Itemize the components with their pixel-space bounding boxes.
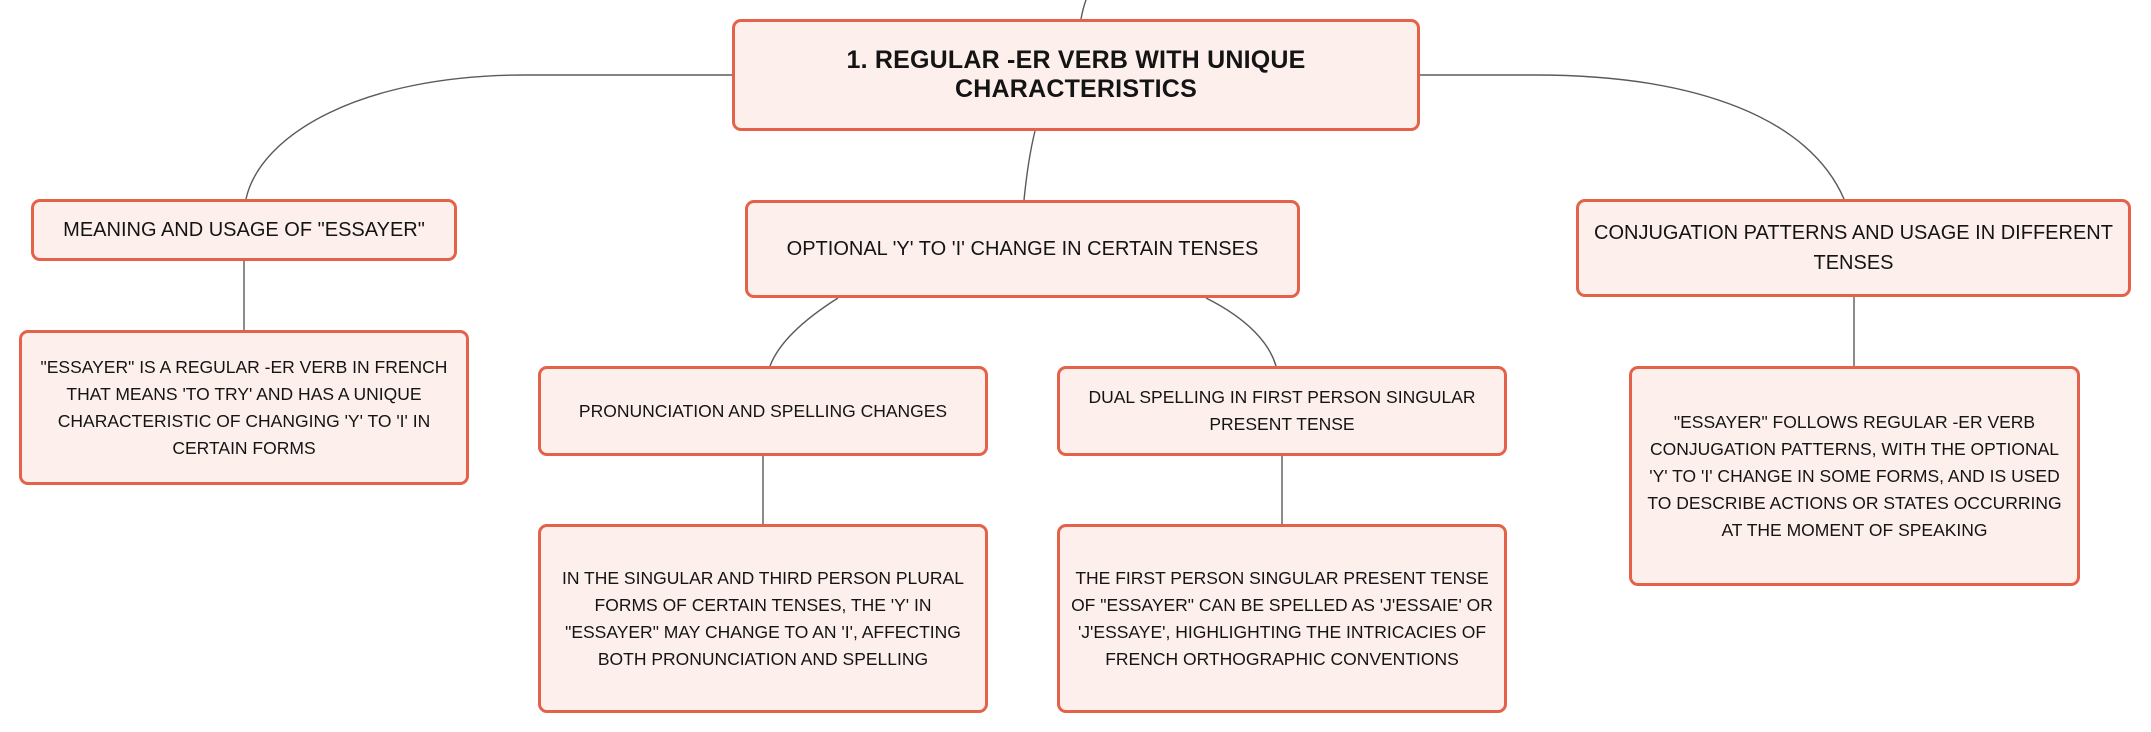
connector-optional-to-dual — [1206, 298, 1276, 366]
topic-optional-label: OPTIONAL 'Y' TO 'I' CHANGE IN CERTAIN TENSES — [786, 238, 1259, 260]
detail-meaning-text: "ESSAYER" IS A REGULAR -ER VERB IN FRENCH THAT MEANS 'TO TRY' AND HAS A UNIQUE CHARACTERISTIC OF CHANGING 'Y' TO 'I' IN CERTAIN FORMS — [40, 356, 448, 458]
detail-meaning-and-usage[interactable] — [19, 330, 469, 485]
detail-conjugation-patterns[interactable] — [1629, 366, 2080, 586]
topic-conjugation-patterns[interactable] — [1576, 199, 2131, 297]
detail-pronunciation-and-spelling[interactable] — [538, 524, 988, 713]
connector-root-to-meaning — [246, 75, 732, 199]
subtopic-pronunciation-label: PRONUNCIATION AND SPELLING CHANGES — [578, 400, 948, 421]
topic-optional-y-to-i-change[interactable] — [745, 200, 1300, 298]
connector-optional-to-pronunciation — [770, 298, 838, 366]
topic-conjugation-label: CONJUGATION PATTERNS AND USAGE IN DIFFERENT TENSES — [1594, 222, 2113, 274]
detail-pronunciation-text: IN THE SINGULAR AND THIRD PERSON PLURAL FORMS OF CERTAIN TENSES, THE 'Y' IN "ESSAYER" MAY CHANGE TO AN 'I', AFFECTING BOTH PRONUNCIATION AND SPELLING — [562, 567, 964, 669]
topic-meaning-and-usage[interactable] — [31, 199, 457, 261]
topic-meaning-label: MEANING AND USAGE OF "ESSAYER" — [63, 219, 425, 241]
subtopic-dual-spelling-label: DUAL SPELLING IN FIRST PERSON SINGULAR PRESENT TENSE — [1088, 387, 1476, 434]
connector-parent-to-root — [1081, 0, 1086, 19]
connector-root-to-optional — [1024, 131, 1035, 200]
subtopic-pronunciation-and-spelling[interactable] — [538, 366, 988, 456]
detail-dual-spelling-text: THE FIRST PERSON SINGULAR PRESENT TENSE OF "ESSAYER" CAN BE SPELLED AS 'J'ESSAIE' OR 'J'ESSAYE', HIGHLIGHTING THE INTRICACIES OF FRENCH ORTHOGRAPHIC CONVENTIONS — [1071, 567, 1493, 669]
root-topic-label: 1. REGULAR -ER VERB WITH UNIQUE CHARACTERISTICS — [846, 46, 1306, 103]
detail-dual-spelling[interactable] — [1057, 524, 1507, 713]
connector-root-to-conjugation — [1420, 75, 1844, 199]
subtopic-dual-spelling[interactable] — [1057, 366, 1507, 456]
detail-conjugation-text: "ESSAYER" FOLLOWS REGULAR -ER VERB CONJUGATION PATTERNS, WITH THE OPTIONAL 'Y' TO 'I' CHANGE IN SOME FORMS, AND IS USED TO DESCRIBE ACTIONS OR STATES OCCURRING AT THE MOMENT OF SPEAKING — [1647, 411, 2062, 540]
root-topic-node[interactable] — [732, 19, 1420, 131]
